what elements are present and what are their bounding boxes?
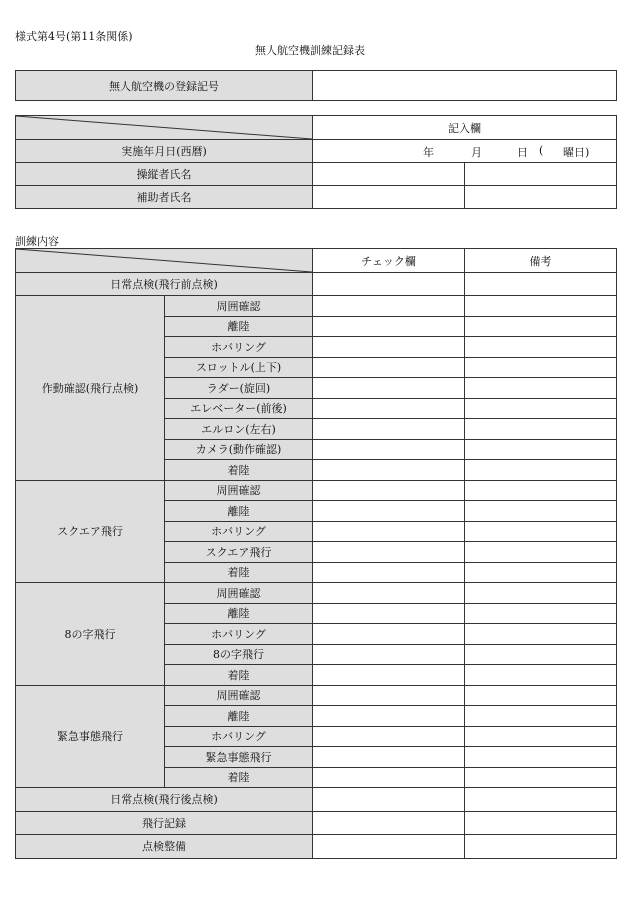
check-cell[interactable] [313, 747, 465, 768]
registration-label: 無人航空機の登録記号 [16, 71, 313, 101]
diagonal-header-cell [16, 249, 313, 273]
item-label: 周囲確認 [165, 296, 313, 317]
remarks-cell[interactable] [465, 685, 617, 706]
registration-table [15, 70, 617, 101]
group-label: 作動確認(飛行点検) [16, 296, 165, 481]
table-row [16, 835, 617, 859]
remarks-cell[interactable] [465, 296, 617, 317]
item-label: 離陸 [165, 603, 313, 624]
check-cell[interactable] [313, 480, 465, 501]
item-label: 着陸 [165, 767, 313, 788]
check-cell[interactable] [313, 811, 465, 835]
registration-field[interactable] [313, 71, 617, 101]
check-cell[interactable] [313, 562, 465, 583]
footer-row-label: 点検整備 [16, 835, 313, 859]
info-row-label: 操縦者氏名 [16, 163, 313, 186]
entry-column-header: 記入欄 [313, 116, 617, 140]
remarks-cell[interactable] [465, 378, 617, 399]
pilot-name-extra-field[interactable] [465, 163, 617, 186]
table-row [16, 811, 617, 835]
remarks-cell[interactable] [465, 788, 617, 812]
table-row [16, 583, 617, 604]
remarks-cell[interactable] [465, 419, 617, 440]
item-label: ホバリング [165, 726, 313, 747]
remarks-cell[interactable] [465, 480, 617, 501]
item-label: ホバリング [165, 521, 313, 542]
remarks-cell[interactable] [465, 665, 617, 686]
item-label: ラダー(旋回) [165, 378, 313, 399]
check-cell[interactable] [313, 521, 465, 542]
info-row-label: 実施年月日(西暦) [16, 140, 313, 163]
remarks-cell[interactable] [465, 624, 617, 645]
date-day: 日 [517, 146, 528, 159]
check-column-header: チェック欄 [313, 249, 465, 273]
check-cell[interactable] [313, 624, 465, 645]
remarks-cell[interactable] [465, 644, 617, 665]
check-cell[interactable] [313, 398, 465, 419]
section-label: 訓練内容 [15, 235, 59, 248]
item-label: 8の字飛行 [165, 644, 313, 665]
item-label: スクエア飛行 [165, 542, 313, 563]
pilot-name-field[interactable] [313, 163, 465, 186]
check-cell[interactable] [313, 460, 465, 481]
remarks-cell[interactable] [465, 501, 617, 522]
item-label: 緊急事態飛行 [165, 747, 313, 768]
remarks-cell[interactable] [465, 357, 617, 378]
item-label: 着陸 [165, 665, 313, 686]
pre-flight-check-label: 日常点検(飛行前点検) [16, 273, 313, 296]
remarks-column-header: 備考 [465, 249, 617, 273]
date-field[interactable] [313, 140, 617, 163]
check-cell[interactable] [313, 419, 465, 440]
form-number: 様式第4号(第11条関係) [15, 30, 133, 43]
check-cell[interactable] [313, 357, 465, 378]
item-label: カメラ(動作確認) [165, 439, 313, 460]
item-label: ホバリング [165, 624, 313, 645]
remarks-cell[interactable] [465, 398, 617, 419]
check-cell[interactable] [313, 337, 465, 358]
date-month: 月 [471, 146, 482, 159]
table-row [16, 685, 617, 706]
check-cell[interactable] [313, 788, 465, 812]
group-label: スクエア飛行 [16, 480, 165, 583]
item-label: 離陸 [165, 706, 313, 727]
date-year: 年 [423, 146, 434, 159]
date-weekday: 曜日) [563, 146, 590, 159]
item-label: 離陸 [165, 501, 313, 522]
remarks-cell[interactable] [465, 439, 617, 460]
check-cell[interactable] [313, 583, 465, 604]
check-cell[interactable] [313, 644, 465, 665]
check-cell[interactable] [313, 603, 465, 624]
remarks-cell[interactable] [465, 562, 617, 583]
table-row [16, 296, 617, 317]
footer-row-label: 飛行記録 [16, 811, 313, 835]
info-row-label: 補助者氏名 [16, 186, 313, 209]
item-label: 着陸 [165, 562, 313, 583]
remarks-cell[interactable] [465, 747, 617, 768]
item-label: 周囲確認 [165, 583, 313, 604]
check-cell[interactable] [313, 542, 465, 563]
diagonal-header-cell [16, 116, 313, 140]
remarks-cell[interactable] [465, 835, 617, 859]
group-label: 8の字飛行 [16, 583, 165, 686]
check-cell[interactable] [313, 685, 465, 706]
item-label: 着陸 [165, 460, 313, 481]
check-cell[interactable] [313, 767, 465, 788]
item-label: エルロン(左右) [165, 419, 313, 440]
item-label: 周囲確認 [165, 480, 313, 501]
remarks-cell[interactable] [465, 542, 617, 563]
footer-row-label: 日常点検(飛行後点検) [16, 788, 313, 812]
remarks-cell[interactable] [465, 726, 617, 747]
remarks-cell[interactable] [465, 706, 617, 727]
remarks-cell[interactable] [465, 603, 617, 624]
check-cell[interactable] [313, 501, 465, 522]
date-paren: ( [539, 144, 544, 157]
check-cell[interactable] [313, 706, 465, 727]
check-cell[interactable] [313, 439, 465, 460]
remarks-cell[interactable] [465, 811, 617, 835]
assistant-name-field[interactable] [313, 186, 465, 209]
page-title: 無人航空機訓練記録表 [255, 44, 365, 57]
item-label: 周囲確認 [165, 685, 313, 706]
remarks-cell[interactable] [465, 273, 617, 296]
check-cell[interactable] [313, 296, 465, 317]
remarks-cell[interactable] [465, 337, 617, 358]
group-label: 緊急事態飛行 [16, 685, 165, 788]
check-cell[interactable] [313, 835, 465, 859]
info-table [15, 115, 617, 209]
item-label: スロットル(上下) [165, 357, 313, 378]
check-cell[interactable] [313, 273, 465, 296]
remarks-cell[interactable] [465, 521, 617, 542]
remarks-cell[interactable] [465, 583, 617, 604]
remarks-cell[interactable] [465, 316, 617, 337]
table-row [16, 788, 617, 812]
training-table [15, 248, 617, 859]
remarks-cell[interactable] [465, 767, 617, 788]
table-row [16, 480, 617, 501]
item-label: ホバリング [165, 337, 313, 358]
assistant-name-extra-field[interactable] [465, 186, 617, 209]
check-cell[interactable] [313, 726, 465, 747]
check-cell[interactable] [313, 316, 465, 337]
check-cell[interactable] [313, 378, 465, 399]
item-label: エレベーター(前後) [165, 398, 313, 419]
check-cell[interactable] [313, 665, 465, 686]
item-label: 離陸 [165, 316, 313, 337]
remarks-cell[interactable] [465, 460, 617, 481]
